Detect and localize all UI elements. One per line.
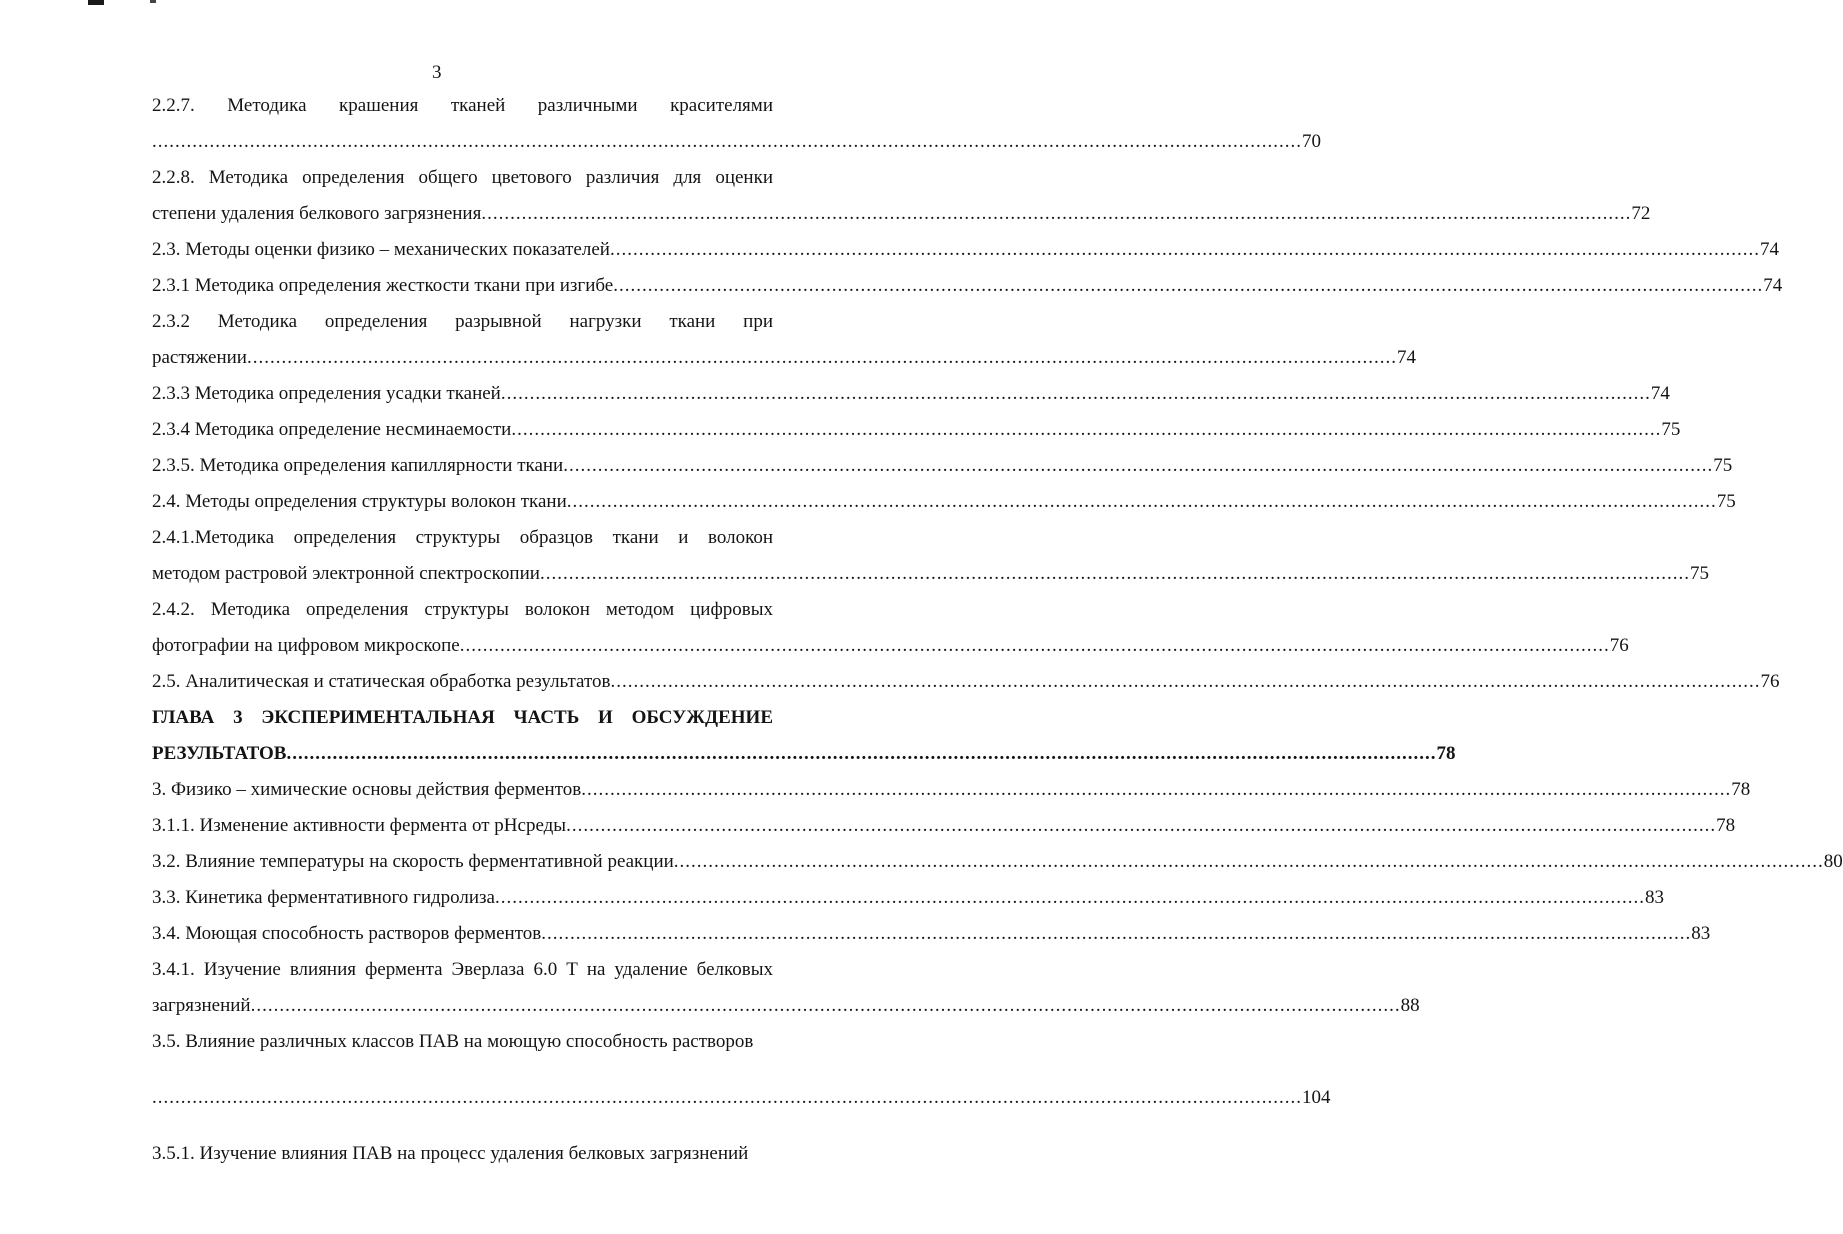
- leader-dots: ........................................................................................................................................................................................................: [609, 239, 1760, 260]
- chapter-heading: ГЛАВА 3 ЭКСПЕРИМЕНТАЛЬНАЯ ЧАСТЬ И ОБСУЖДЕНИЕ: [152, 707, 773, 728]
- toc-entry[interactable]: [152, 988, 1420, 1024]
- toc-entry[interactable]: [152, 844, 1843, 880]
- toc-page-number: 76: [1760, 671, 1780, 692]
- toc-entry-title: методом растровой электронной спектроскопии: [152, 563, 540, 584]
- toc-entry-title: загрязнений: [152, 995, 251, 1016]
- toc-entry[interactable]: [152, 556, 1709, 592]
- toc-entry-title: 2.4. Методы определения структуры волокон ткани: [152, 491, 567, 512]
- table-of-contents: [152, 88, 1843, 1172]
- toc-entry-title: 2.3.3 Методика определения усадки тканей: [152, 383, 501, 404]
- toc-entry[interactable]: [152, 880, 1664, 916]
- toc-page-number: 72: [1631, 203, 1651, 224]
- toc-page-number: 75: [1713, 455, 1733, 476]
- toc-entry-title: 2.3. Методы оценки физико – механических показателей: [152, 239, 610, 260]
- toc-entry[interactable]: [152, 412, 1681, 448]
- toc-entry[interactable]: [152, 340, 1416, 376]
- toc-entry[interactable]: [152, 232, 1779, 268]
- scan-artifact: [88, 0, 104, 5]
- toc-entry[interactable]: [152, 124, 1321, 160]
- toc-page-number: 75: [1716, 491, 1736, 512]
- toc-entry[interactable]: [152, 1080, 1331, 1116]
- toc-page-number: 78: [1731, 779, 1751, 800]
- toc-entry[interactable]: [152, 664, 1780, 700]
- toc-page-number: 75: [1661, 419, 1681, 440]
- toc-page-number: 74: [1396, 347, 1416, 368]
- leader-dots: ........................................................................................................................................................................................................: [541, 923, 1692, 944]
- toc-entry[interactable]: [152, 736, 1456, 772]
- leader-dots: ........................................................................................................................................................................................................: [539, 563, 1690, 584]
- toc-page-number: 74: [1759, 239, 1779, 260]
- leader-dots: ........................................................................................................................................................................................................: [610, 671, 1761, 692]
- toc-line: 3.5.1. Изучение влияния ПАВ на процесс удаления белковых загрязнений: [152, 1143, 749, 1164]
- toc-page-number: 70: [1302, 131, 1321, 152]
- leader-dots: ........................................................................................................................................................................................................: [459, 635, 1610, 656]
- toc-page-number: 83: [1645, 887, 1664, 908]
- page-number: 3: [432, 62, 442, 83]
- toc-entry[interactable]: [152, 448, 1733, 484]
- toc-entry[interactable]: [152, 376, 1670, 412]
- toc-page-number: 83: [1691, 923, 1711, 944]
- toc-line: 2.4.1.Методика определения структуры образцов ткани и волокон: [152, 527, 773, 548]
- toc-entry-title: растяжении: [152, 347, 247, 368]
- toc-entry-title: 3.2. Влияние температуры на скорость ферментативной реакции: [152, 851, 674, 872]
- leader-dots: ........................................................................................................................................................................................................: [673, 851, 1824, 872]
- toc-page-number: 75: [1689, 563, 1709, 584]
- toc-entry-title: 2.3.1 Методика определения жесткости ткани при изгибе: [152, 275, 614, 296]
- toc-entry-title: 2.3.4 Методика определение несминаемости: [152, 419, 512, 440]
- toc-page-number: 88: [1400, 995, 1420, 1016]
- toc-entry[interactable]: [152, 772, 1751, 808]
- toc-line: 2.3.2 Методика определения разрывной нагрузки ткани при: [152, 311, 773, 332]
- toc-page-number: 74: [1763, 275, 1783, 296]
- toc-entry[interactable]: [152, 196, 1651, 232]
- leader-dots: ........................................................................................................................................................................................................: [566, 491, 1717, 512]
- leader-dots: ........................................................................................................................................................................................................: [613, 275, 1764, 296]
- leader-dots: ........................................................................................................................................................................................................: [481, 203, 1632, 224]
- leader-dots: ........................................................................................................................................................................................................: [566, 815, 1717, 836]
- toc-line: 2.4.2. Методика определения структуры волокон методом цифровых: [152, 599, 773, 620]
- leader-dots: ........................................................................................................................................................................................................: [152, 131, 1302, 152]
- toc-entry-title: 3.3. Кинетика ферментативного гидролиза: [152, 887, 495, 908]
- spacer: [152, 1060, 773, 1080]
- toc-entry-title: 3. Физико – химические основы действия ферментов: [152, 779, 582, 800]
- toc-entry-title: 2.3.5. Методика определения капиллярности ткани: [152, 455, 564, 476]
- leader-dots: ........................................................................................................................................................................................................: [500, 383, 1651, 404]
- toc-entry-title: РЕЗУЛЬТАТОВ: [152, 743, 287, 764]
- toc-entry-title: 3.4. Моющая способность растворов ферментов: [152, 923, 542, 944]
- leader-dots: ........................................................................................................................................................................................................: [495, 887, 1645, 908]
- toc-entry[interactable]: [152, 916, 1711, 952]
- toc-line: 2.2.7. Методика крашения тканей различными красителями: [152, 95, 773, 116]
- toc-page-number: 76: [1609, 635, 1629, 656]
- toc-page-number: 74: [1650, 383, 1670, 404]
- toc-entry-title: 2.5. Аналитическая и статическая обработка результатов: [152, 671, 611, 692]
- toc-line: 2.2.8. Методика определения общего цветового различия для оценки: [152, 167, 773, 188]
- leader-dots: ........................................................................................................................................................................................................: [563, 455, 1714, 476]
- toc-line: 3.4.1. Изучение влияния фермента Эверлаза 6.0 Т на удаление белковых: [152, 959, 773, 980]
- toc-line: 3.5. Влияние различных классов ПАВ на моющую способность растворов: [152, 1031, 754, 1052]
- toc-entry[interactable]: [152, 268, 1783, 304]
- toc-entry[interactable]: [152, 628, 1629, 664]
- toc-entry[interactable]: [152, 808, 1736, 844]
- leader-dots: ........................................................................................................................................................................................................: [511, 419, 1662, 440]
- leader-dots: ........................................................................................................................................................................................................: [152, 1087, 1302, 1108]
- toc-page-number: 104: [1302, 1087, 1331, 1108]
- leader-dots: ........................................................................................................................................................................................................: [246, 347, 1397, 368]
- scan-artifact: [150, 0, 156, 3]
- toc-page-number: 80: [1823, 851, 1843, 872]
- toc-page-number: 78: [1716, 815, 1736, 836]
- toc-entry-title: 3.1.1. Изменение активности фермента от рНсреды: [152, 815, 567, 836]
- leader-dots: ........................................................................................................................................................................................................: [250, 995, 1401, 1016]
- leader-dots: ........................................................................................................................................................................................................: [581, 779, 1732, 800]
- spacer: [152, 1116, 773, 1136]
- leader-dots: ........................................................................................................................................................................................................: [286, 743, 1437, 764]
- toc-page-number: 78: [1436, 743, 1456, 764]
- toc-entry-title: степени удаления белкового загрязнения: [152, 203, 482, 224]
- toc-entry-title: фотографии на цифровом микроскопе: [152, 635, 460, 656]
- toc-entry[interactable]: [152, 484, 1736, 520]
